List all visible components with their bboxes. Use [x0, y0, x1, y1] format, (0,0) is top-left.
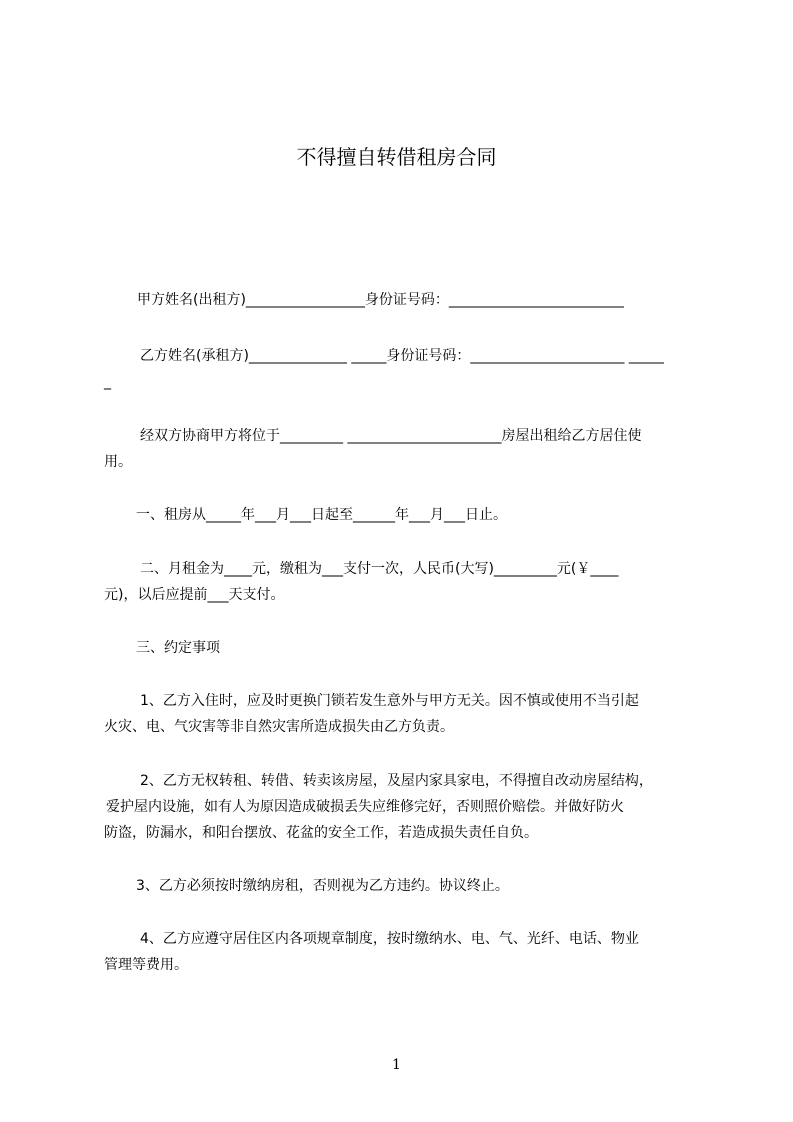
intro-line: 经双方协商甲方将位于_________ ______________________房屋出租给乙方居住使	[140, 428, 642, 444]
party-b-line-continued: _	[104, 374, 111, 390]
item-1: 1、乙方入住时，应及时更换门锁若发生意外与甲方无关。因不慎或使用不当引起	[140, 693, 639, 709]
clause-3-heading: 三、约定事项	[136, 640, 220, 656]
clause-1: 一、租房从_____年___月___日起至______年___月___日止。	[136, 507, 507, 523]
document-title: 不得擅自转借租房合同	[296, 145, 497, 169]
item-2-continued-2: 防盗，防漏水，和阳台摆放、花盆的安全工作，若造成损失责任自负。	[104, 825, 538, 841]
item-4-continued: 管理等费用。	[104, 957, 188, 973]
party-a-line: 甲方姓名(出租方)_________________身份证号码：_________________________	[137, 292, 624, 308]
item-2: 2、乙方无权转租、转借、转卖该房屋，及屋内家具家电，不得擅自改动房屋结构，	[140, 773, 653, 789]
item-2-continued-1: 爱护屋内设施，如有人为原因造成破损丢失应维修完好，否则照价赔偿。并做好防火	[106, 799, 624, 815]
item-4: 4、乙方应遵守居住区内各项规章制度，按时缴纳水、电、气、光纤、电话、物业	[140, 931, 639, 947]
clause-2-continued: 元)，以后应提前___天支付。	[104, 587, 285, 603]
item-1-continued: 火灾、电、气灾害等非自然灾害所造成损失由乙方负责。	[104, 719, 454, 735]
intro-line-continued: 用。	[104, 454, 132, 470]
page-number: 1	[392, 1057, 401, 1073]
item-3: 3、乙方必须按时缴纳房租，否则视为乙方违约。协议终止。	[136, 878, 509, 894]
party-b-line: 乙方姓名(承租方)______________ _____身份证号码：______________________ _____	[140, 348, 664, 364]
clause-2: 二、月租金为____元，缴租为___支付一次，人民币(大写)_________元(￥____	[140, 561, 619, 577]
